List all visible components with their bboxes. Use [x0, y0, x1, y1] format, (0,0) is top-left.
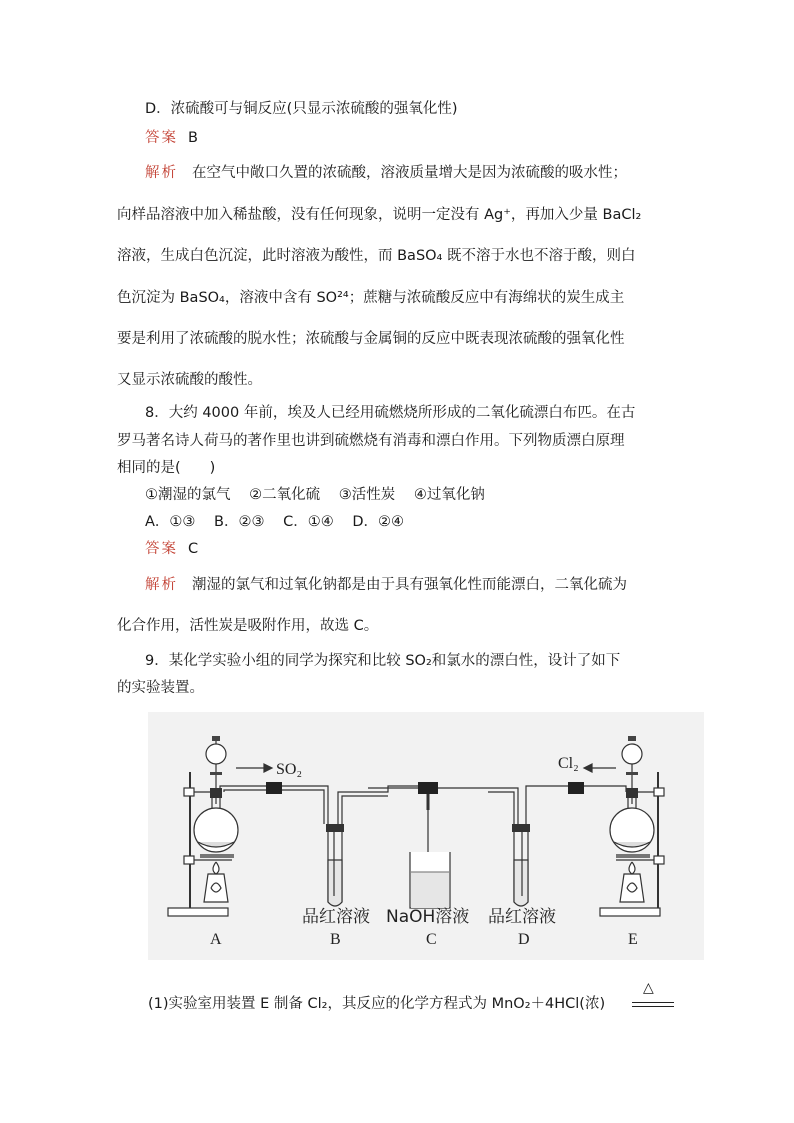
apparatus-e [600, 736, 664, 916]
q8-answer-value: C [188, 541, 199, 557]
apparatus-d [488, 764, 626, 906]
q7-analysis-row [145, 163, 627, 183]
q8-stem-line-1: 罗马著名诗人荷马的著作里也讲到硫燃烧有消毒和漂白作用。下列物质漂白原理 [117, 433, 625, 449]
gas-left-label: SO₂ [276, 761, 303, 778]
letter-e: E [628, 931, 638, 948]
q8-answer-row [145, 539, 198, 559]
q7-analysis-line-4: 要是利用了浓硫酸的脱水性；浓硫酸与金属铜的反应中既表现浓硫酸的强氧化性 [117, 331, 625, 347]
q9-stem-line-1: 的实验装置。 [117, 680, 204, 696]
q8-item-3: ③活性炭 [338, 487, 396, 503]
gas-right-label: Cl₂ [558, 755, 579, 772]
heating-triangle-icon: △ [643, 980, 654, 996]
label-solution-b: 品红溶液 [302, 907, 370, 927]
q8-items [145, 485, 485, 505]
letter-c: C [426, 931, 437, 948]
q8-analysis-line-1: 化合作用，活性炭是吸附作用，故选 C。 [117, 618, 379, 634]
q7-analysis-label: 解析 [145, 165, 178, 181]
q8-analysis-line-0: 潮湿的氯气和过氧化钠都是由于具有强氧化性而能漂白，二氧化硫为 [192, 577, 627, 593]
q8-answer-label: 答案 [145, 541, 178, 557]
q9-sub1-text: (1)实验室用装置 E 制备 Cl₂，其反应的化学方程式为 MnO₂＋4HCl(浓) [148, 996, 606, 1012]
q8-item-4: ④过氧化钠 [413, 487, 485, 503]
q9-stem-line-0: 9．某化学实验小组的同学为探究和比较 SO₂和氯水的漂白性，设计了如下 [145, 653, 621, 669]
q8-option-b: B．②③ [214, 514, 265, 530]
q8-analysis-label: 解析 [145, 577, 178, 593]
q8-option-c: C．①④ [283, 514, 334, 530]
q7-answer-row [145, 128, 198, 148]
q8-item-2: ②二氧化硫 [249, 487, 321, 503]
equation-line-top [632, 1002, 674, 1003]
letter-d: D [518, 931, 530, 948]
q8-stem-line-0: 8．大约 4000 年前，埃及人已经用硫燃烧所形成的二氧化硫漂白布匹。在古 [145, 405, 636, 421]
q7-analysis-line-5: 又显示浓硫酸的酸性。 [117, 372, 262, 388]
experiment-apparatus-figure [148, 712, 704, 960]
apparatus-b [326, 786, 422, 906]
q8-stem-line-2: 相同的是( ) [117, 460, 216, 476]
q7-analysis-line-2: 溶液，生成白色沉淀，此时溶液为酸性，而 BaSO₄ 既不溶于水也不溶于酸，则白 [117, 248, 636, 264]
q7-analysis-line-1: 向样品溶液中加入稀盐酸，没有任何现象，说明一定没有 Ag⁺，再加入少量 BaCl₂ [117, 207, 642, 223]
label-solution-d: 品红溶液 [488, 907, 556, 927]
label-solution-c: NaOH溶液 [386, 907, 470, 927]
q8-option-d: D．②④ [352, 514, 404, 530]
q7-answer-value: B [188, 130, 198, 146]
apparatus-c [368, 782, 488, 908]
q7-answer-label: 答案 [145, 130, 178, 146]
letter-a: A [210, 931, 222, 948]
q7-option-d: D．浓硫酸可与铜反应(只显示浓硫酸的强氧化性) [145, 101, 458, 117]
apparatus-a [168, 736, 328, 916]
q8-analysis-row [145, 575, 627, 595]
q7-analysis-line-0: 在空气中敞口久置的浓硫酸，溶液质量增大是因为浓硫酸的吸水性； [192, 165, 627, 181]
letter-b: B [330, 931, 341, 948]
q8-options [145, 512, 404, 532]
q8-option-a: A．①③ [145, 514, 196, 530]
q7-analysis-line-3: 色沉淀为 BaSO₄，溶液中含有 SO²⁴；蔗糖与浓硫酸反应中有海绵状的炭生成主 [117, 290, 625, 306]
q8-item-1: ①潮湿的氯气 [145, 487, 231, 503]
equation-line-bottom [632, 1006, 674, 1007]
